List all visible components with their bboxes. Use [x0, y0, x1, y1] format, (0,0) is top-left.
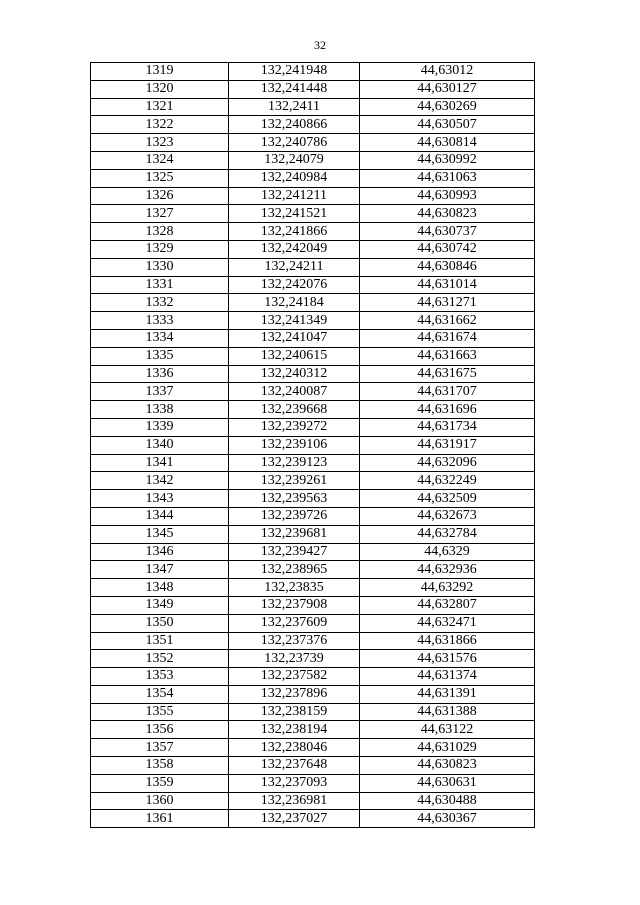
- table-row: [91, 205, 535, 223]
- x-coordinate-cell: 132,23835: [229, 579, 360, 597]
- y-coordinate-cell: 44,630507: [360, 116, 535, 134]
- point-number-cell: 1361: [91, 810, 229, 828]
- x-coordinate-cell: 132,241047: [229, 329, 360, 347]
- y-coordinate-cell: 44,630367: [360, 810, 535, 828]
- table-row: [91, 294, 535, 312]
- x-coordinate-cell: 132,240866: [229, 116, 360, 134]
- x-coordinate-cell: 132,237582: [229, 668, 360, 686]
- table-row: [91, 347, 535, 365]
- y-coordinate-cell: 44,630823: [360, 757, 535, 775]
- x-coordinate-cell: 132,240087: [229, 383, 360, 401]
- x-coordinate-cell: 132,237908: [229, 596, 360, 614]
- table-row: [91, 258, 535, 276]
- table-row: [91, 472, 535, 490]
- x-coordinate-cell: 132,241866: [229, 223, 360, 241]
- point-number-cell: 1327: [91, 205, 229, 223]
- y-coordinate-cell: 44,63012: [360, 63, 535, 81]
- x-coordinate-cell: 132,239106: [229, 436, 360, 454]
- x-coordinate-cell: 132,238159: [229, 703, 360, 721]
- point-number-cell: 1321: [91, 98, 229, 116]
- y-coordinate-cell: 44,63122: [360, 721, 535, 739]
- point-number-cell: 1329: [91, 240, 229, 258]
- x-coordinate-cell: 132,239261: [229, 472, 360, 490]
- table-row: [91, 365, 535, 383]
- table-row: [91, 329, 535, 347]
- y-coordinate-cell: 44,631576: [360, 650, 535, 668]
- y-coordinate-cell: 44,630127: [360, 80, 535, 98]
- x-coordinate-cell: 132,239123: [229, 454, 360, 472]
- table-row: [91, 401, 535, 419]
- x-coordinate-cell: 132,242076: [229, 276, 360, 294]
- x-coordinate-cell: 132,239668: [229, 401, 360, 419]
- y-coordinate-cell: 44,63292: [360, 579, 535, 597]
- table-row: [91, 187, 535, 205]
- table-row: [91, 525, 535, 543]
- x-coordinate-cell: 132,24184: [229, 294, 360, 312]
- y-coordinate-cell: 44,632784: [360, 525, 535, 543]
- table-row: [91, 561, 535, 579]
- y-coordinate-cell: 44,632807: [360, 596, 535, 614]
- table-row: [91, 383, 535, 401]
- point-number-cell: 1356: [91, 721, 229, 739]
- x-coordinate-cell: 132,24211: [229, 258, 360, 276]
- point-number-cell: 1353: [91, 668, 229, 686]
- table-row: [91, 169, 535, 187]
- x-coordinate-cell: 132,237648: [229, 757, 360, 775]
- table-row: [91, 418, 535, 436]
- x-coordinate-cell: 132,237376: [229, 632, 360, 650]
- y-coordinate-cell: 44,631734: [360, 418, 535, 436]
- table-body: [91, 63, 535, 828]
- x-coordinate-cell: 132,241448: [229, 80, 360, 98]
- table-row: [91, 223, 535, 241]
- table-row: [91, 98, 535, 116]
- x-coordinate-cell: 132,241349: [229, 312, 360, 330]
- point-number-cell: 1343: [91, 490, 229, 508]
- table-row: [91, 240, 535, 258]
- point-number-cell: 1342: [91, 472, 229, 490]
- y-coordinate-cell: 44,630814: [360, 134, 535, 152]
- y-coordinate-cell: 44,630846: [360, 258, 535, 276]
- y-coordinate-cell: 44,631674: [360, 329, 535, 347]
- y-coordinate-cell: 44,630269: [360, 98, 535, 116]
- y-coordinate-cell: 44,631707: [360, 383, 535, 401]
- table-row: [91, 757, 535, 775]
- x-coordinate-cell: 132,2411: [229, 98, 360, 116]
- point-number-cell: 1340: [91, 436, 229, 454]
- table-row: [91, 63, 535, 81]
- point-number-cell: 1328: [91, 223, 229, 241]
- table-row: [91, 596, 535, 614]
- table-row: [91, 774, 535, 792]
- point-number-cell: 1358: [91, 757, 229, 775]
- table-row: [91, 151, 535, 169]
- y-coordinate-cell: 44,631675: [360, 365, 535, 383]
- table-row: [91, 276, 535, 294]
- table-row: [91, 792, 535, 810]
- table-row: [91, 685, 535, 703]
- y-coordinate-cell: 44,631663: [360, 347, 535, 365]
- point-number-cell: 1339: [91, 418, 229, 436]
- x-coordinate-cell: 132,239272: [229, 418, 360, 436]
- point-number-cell: 1360: [91, 792, 229, 810]
- y-coordinate-cell: 44,630488: [360, 792, 535, 810]
- table-row: [91, 721, 535, 739]
- table-row: [91, 703, 535, 721]
- table-row: [91, 543, 535, 561]
- point-number-cell: 1345: [91, 525, 229, 543]
- point-number-cell: 1341: [91, 454, 229, 472]
- y-coordinate-cell: 44,631917: [360, 436, 535, 454]
- point-number-cell: 1359: [91, 774, 229, 792]
- table-row: [91, 454, 535, 472]
- table-row: [91, 312, 535, 330]
- y-coordinate-cell: 44,632096: [360, 454, 535, 472]
- table-row: [91, 436, 535, 454]
- x-coordinate-cell: 132,239681: [229, 525, 360, 543]
- y-coordinate-cell: 44,630742: [360, 240, 535, 258]
- x-coordinate-cell: 132,23739: [229, 650, 360, 668]
- point-number-cell: 1338: [91, 401, 229, 419]
- table-row: [91, 614, 535, 632]
- point-number-cell: 1319: [91, 63, 229, 81]
- y-coordinate-cell: 44,632249: [360, 472, 535, 490]
- point-number-cell: 1320: [91, 80, 229, 98]
- point-number-cell: 1335: [91, 347, 229, 365]
- point-number-cell: 1344: [91, 507, 229, 525]
- y-coordinate-cell: 44,631014: [360, 276, 535, 294]
- x-coordinate-cell: 132,239563: [229, 490, 360, 508]
- x-coordinate-cell: 132,237027: [229, 810, 360, 828]
- y-coordinate-cell: 44,630993: [360, 187, 535, 205]
- point-number-cell: 1347: [91, 561, 229, 579]
- x-coordinate-cell: 132,24079: [229, 151, 360, 169]
- point-number-cell: 1324: [91, 151, 229, 169]
- table-row: [91, 739, 535, 757]
- point-number-cell: 1323: [91, 134, 229, 152]
- y-coordinate-cell: 44,630823: [360, 205, 535, 223]
- x-coordinate-cell: 132,238194: [229, 721, 360, 739]
- coordinates-table: [90, 62, 535, 828]
- page-number: 32: [314, 38, 326, 52]
- table-row: [91, 579, 535, 597]
- point-number-cell: 1326: [91, 187, 229, 205]
- x-coordinate-cell: 132,239427: [229, 543, 360, 561]
- x-coordinate-cell: 132,238965: [229, 561, 360, 579]
- y-coordinate-cell: 44,632471: [360, 614, 535, 632]
- x-coordinate-cell: 132,240984: [229, 169, 360, 187]
- table-row: [91, 668, 535, 686]
- table-row: [91, 116, 535, 134]
- point-number-cell: 1330: [91, 258, 229, 276]
- point-number-cell: 1354: [91, 685, 229, 703]
- x-coordinate-cell: 132,241948: [229, 63, 360, 81]
- point-number-cell: 1337: [91, 383, 229, 401]
- x-coordinate-cell: 132,238046: [229, 739, 360, 757]
- table-row: [91, 134, 535, 152]
- point-number-cell: 1355: [91, 703, 229, 721]
- y-coordinate-cell: 44,631271: [360, 294, 535, 312]
- x-coordinate-cell: 132,237896: [229, 685, 360, 703]
- point-number-cell: 1325: [91, 169, 229, 187]
- point-number-cell: 1332: [91, 294, 229, 312]
- y-coordinate-cell: 44,631391: [360, 685, 535, 703]
- y-coordinate-cell: 44,632673: [360, 507, 535, 525]
- y-coordinate-cell: 44,631662: [360, 312, 535, 330]
- point-number-cell: 1351: [91, 632, 229, 650]
- point-number-cell: 1352: [91, 650, 229, 668]
- x-coordinate-cell: 132,239726: [229, 507, 360, 525]
- table-row: [91, 650, 535, 668]
- point-number-cell: 1333: [91, 312, 229, 330]
- point-number-cell: 1336: [91, 365, 229, 383]
- point-number-cell: 1346: [91, 543, 229, 561]
- y-coordinate-cell: 44,631374: [360, 668, 535, 686]
- table-row: [91, 80, 535, 98]
- x-coordinate-cell: 132,241211: [229, 187, 360, 205]
- point-number-cell: 1322: [91, 116, 229, 134]
- x-coordinate-cell: 132,236981: [229, 792, 360, 810]
- y-coordinate-cell: 44,631388: [360, 703, 535, 721]
- point-number-cell: 1331: [91, 276, 229, 294]
- table-row: [91, 632, 535, 650]
- table-row: [91, 810, 535, 828]
- x-coordinate-cell: 132,240615: [229, 347, 360, 365]
- y-coordinate-cell: 44,6329: [360, 543, 535, 561]
- x-coordinate-cell: 132,240312: [229, 365, 360, 383]
- y-coordinate-cell: 44,631866: [360, 632, 535, 650]
- point-number-cell: 1334: [91, 329, 229, 347]
- x-coordinate-cell: 132,237609: [229, 614, 360, 632]
- point-number-cell: 1350: [91, 614, 229, 632]
- y-coordinate-cell: 44,631029: [360, 739, 535, 757]
- y-coordinate-cell: 44,630737: [360, 223, 535, 241]
- point-number-cell: 1349: [91, 596, 229, 614]
- table-row: [91, 507, 535, 525]
- y-coordinate-cell: 44,631063: [360, 169, 535, 187]
- x-coordinate-cell: 132,240786: [229, 134, 360, 152]
- y-coordinate-cell: 44,632509: [360, 490, 535, 508]
- point-number-cell: 1348: [91, 579, 229, 597]
- point-number-cell: 1357: [91, 739, 229, 757]
- x-coordinate-cell: 132,237093: [229, 774, 360, 792]
- y-coordinate-cell: 44,632936: [360, 561, 535, 579]
- x-coordinate-cell: 132,242049: [229, 240, 360, 258]
- y-coordinate-cell: 44,631696: [360, 401, 535, 419]
- y-coordinate-cell: 44,630992: [360, 151, 535, 169]
- y-coordinate-cell: 44,630631: [360, 774, 535, 792]
- x-coordinate-cell: 132,241521: [229, 205, 360, 223]
- table-row: [91, 490, 535, 508]
